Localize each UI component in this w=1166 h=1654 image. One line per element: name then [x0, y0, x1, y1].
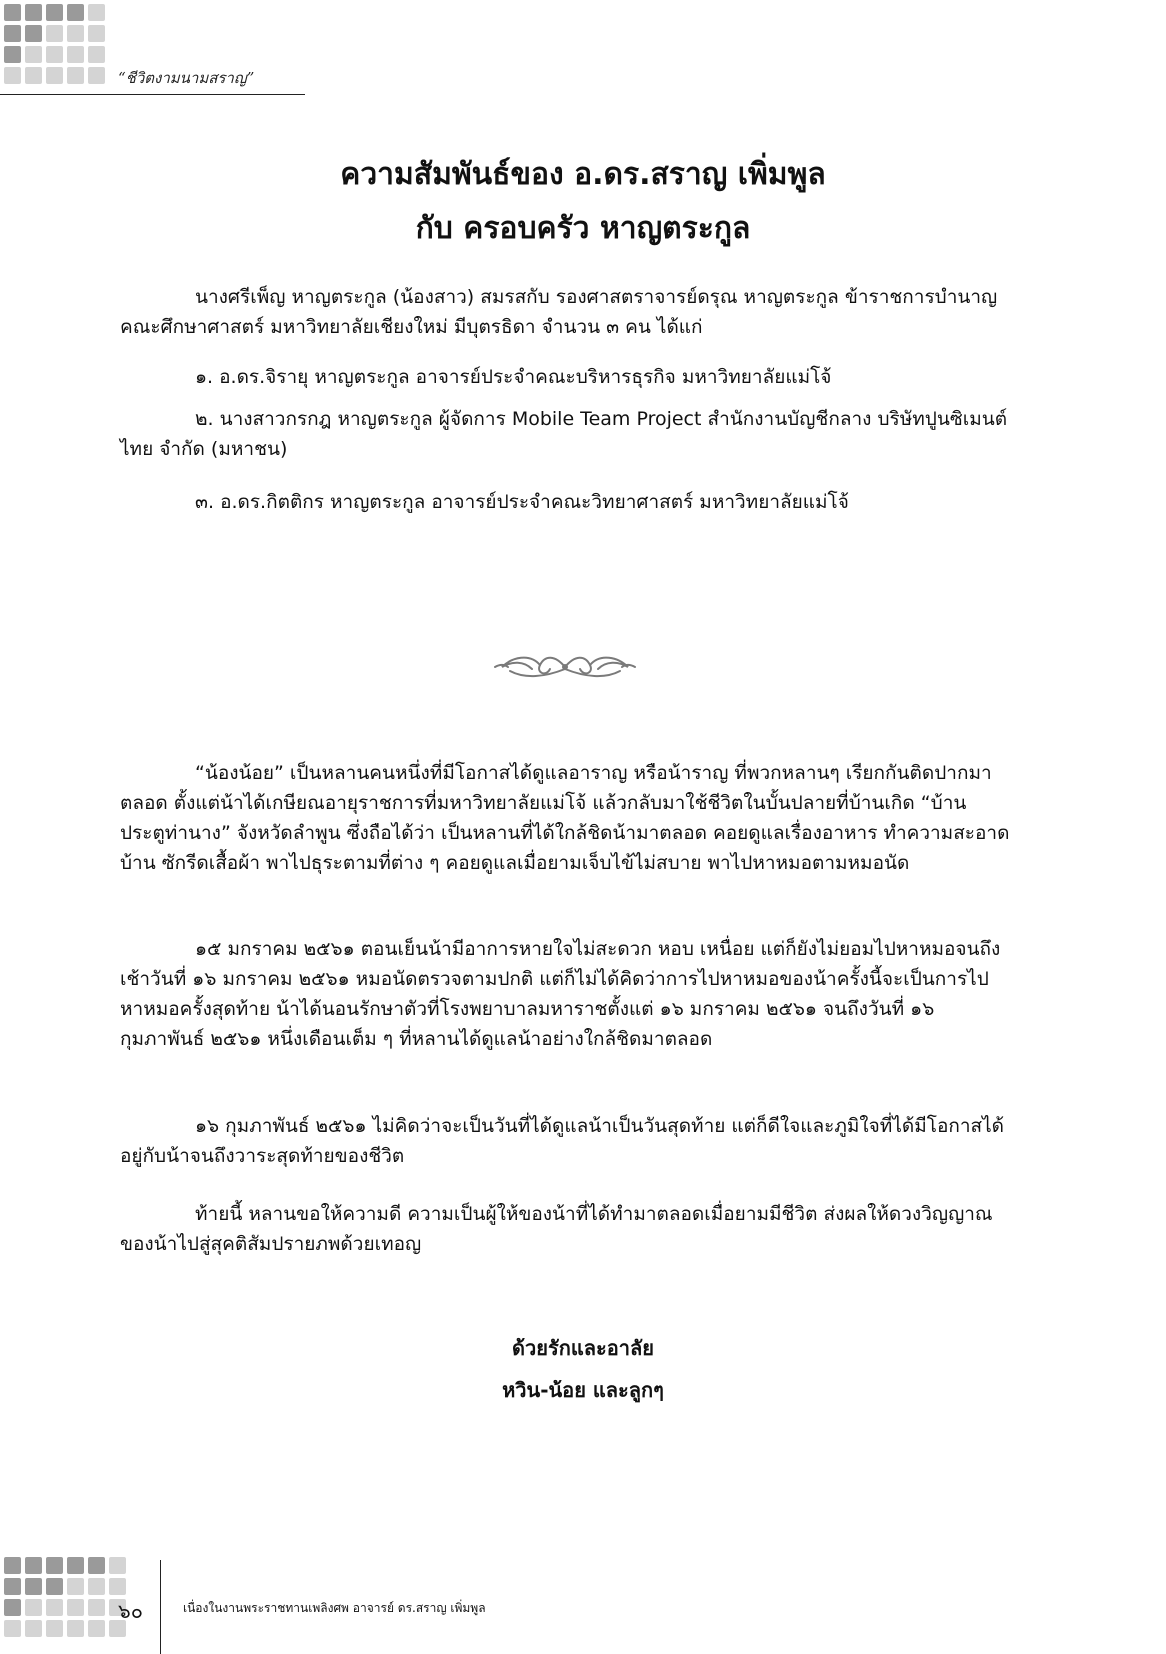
- page-title: [0, 148, 1166, 256]
- decor-tile: [67, 25, 84, 42]
- decor-tile: [25, 67, 42, 84]
- child-item-1: ๑. อ.ดร.จิรายุ หาญตระกูล อาจารย์ประจำคณะบริหารธุรกิจ มหาวิทยาลัยแม่โจ้: [195, 366, 832, 388]
- decor-tile: [67, 1620, 84, 1637]
- decor-tile: [25, 1599, 42, 1616]
- decor-tile: [67, 1599, 84, 1616]
- family-intro: นางศรีเพ็ญ หาญตระกูล (น้องสาว) สมรสกับ รองศาสตราจารย์ดรุณ หาญตระกูล ข้าราชการบำนาญ คณะศึกษาศาสตร์ มหาวิทยาลัยเชียงใหม่ มีบุตรธิดา จำนวน ๓ คน ได้แก่: [120, 286, 998, 338]
- decor-tile: [88, 1578, 105, 1595]
- decor-tile: [67, 67, 84, 84]
- decor-tile: [25, 1578, 42, 1595]
- footer-caption: เนื่องในงานพระราชทานเพลิงศพ อาจารย์ ดร.สราญ เพิ่มพูล: [183, 1601, 486, 1615]
- decor-tile: [4, 25, 21, 42]
- tribute-paragraph-2: ๑๕ มกราคม ๒๕๖๑ ตอนเย็นน้ามีอาการหายใจไม่สะดวก หอบ เหนื่อย แต่ก็ยังไม่ยอมไปหาหมอจนถึงเช้าวันที่ ๑๖ มกราคม ๒๕๖๑ หมอนัดตรวจตามปกติ แต่ก็ไม่ได้คิดว่าการไปหาหมอของน้าครั้งนี้จะเป็นการไปหาหมอครั้งสุดท้าย น้าได้นอนรักษาตัวที่โรงพยาบาลมหาราชตั้งแต่ ๑๖ มกราคม ๒๕๖๑ จนถึงวันที่ ๑๖ กุมภาพันธ์ ๒๕๖๑ หนึ่งเดือนเต็ม ๆ ที่หลานได้ดูแลน้าอย่างใกล้ชิดมาตลอด: [120, 938, 1001, 1050]
- decor-tile: [46, 25, 63, 42]
- decor-tile: [46, 67, 63, 84]
- decor-tile: [88, 25, 105, 42]
- tribute-paragraph-1: “น้องน้อย” เป็นหลานคนหนึ่งที่มีโอกาสได้ดูแลอาราญ หรือน้าราญ ที่พวกหลานๆ เรียกกันติดปากมาตลอด ตั้งแต่น้าได้เกษียณอายุราชการที่มหาวิทยาลัยแม่โจ้ แล้วกลับมาใช้ชีวิตในบั้นปลายที่บ้านเกิด “บ้านประตูท่านาง” จังหวัดลำพูน ซึ่งถือได้ว่า เป็นหลานที่ได้ใกล้ชิดน้ามาตลอด คอยดูแลเรื่องอาหาร ทำความสะอาดบ้าน ซักรีดเสื้อผ้า พาไปธุระตามที่ต่าง ๆ คอยดูแลเมื่อยามเจ็บไข้ไม่สบาย พาไปหาหมอตามหมอนัด: [120, 762, 1010, 874]
- decor-tile: [4, 46, 21, 63]
- decor-tile: [67, 1578, 84, 1595]
- decor-tile: [25, 1557, 42, 1574]
- footer-rule: [160, 1560, 161, 1654]
- decor-tile: [4, 1599, 21, 1616]
- decor-tile: [4, 4, 21, 21]
- decor-tile: [67, 46, 84, 63]
- page-number: ๖๐: [118, 1599, 143, 1623]
- decor-tile: [46, 4, 63, 21]
- decor-tile: [88, 46, 105, 63]
- decor-tile: [25, 1620, 42, 1637]
- decor-tile: [25, 46, 42, 63]
- decor-tile: [46, 46, 63, 63]
- decor-tile: [88, 67, 105, 84]
- decor-tile: [88, 1557, 105, 1574]
- title-line-1: ความสัมพันธ์ของ อ.ดร.สราญ เพิ่มพูล: [340, 157, 826, 192]
- decor-tile: [46, 1620, 63, 1637]
- header-rule: [0, 94, 305, 95]
- decor-tile: [25, 25, 42, 42]
- decor-tile: [25, 4, 42, 21]
- decor-tile: [67, 4, 84, 21]
- signature-line-1: ด้วยรักและอาลัย: [512, 1336, 654, 1360]
- decor-tile: [4, 1620, 21, 1637]
- decor-tile: [46, 1578, 63, 1595]
- decor-tile: [4, 1578, 21, 1595]
- signature-line-2: หวิน-น้อย และลูกๆ: [502, 1378, 664, 1402]
- child-item-2: ๒. นางสาวกรกฎ หาญตระกูล ผู้จัดการ Mobile Team Project สำนักงานบัญชีกลาง บริษัทปูนซิเมนต์ไทย จำกัด (มหาชน): [120, 408, 1008, 460]
- tribute-paragraph-3: ๑๖ กุมภาพันธ์ ๒๕๖๑ ไม่คิดว่าจะเป็นวันที่ได้ดูแลน้าเป็นวันสุดท้าย แต่ก็ดีใจและภูมิใจที่ได้มีโอกาสได้อยู่กับน้าจนถึงวาระสุดท้ายของชีวิต: [120, 1115, 1005, 1167]
- running-title: “ชีวิตงามนามสราญ”: [118, 69, 255, 87]
- header-tile-pattern: [0, 0, 120, 90]
- decor-tile: [109, 1557, 126, 1574]
- decor-tile: [88, 1599, 105, 1616]
- scroll-ornament-icon: [490, 647, 640, 687]
- title-line-2: กับ ครอบครัว หาญตระกูล: [415, 211, 751, 246]
- decor-tile: [46, 1599, 63, 1616]
- decor-tile: [109, 1578, 126, 1595]
- decor-tile: [46, 1557, 63, 1574]
- tribute-paragraph-4: ท้ายนี้ หลานขอให้ความดี ความเป็นผู้ให้ของน้าที่ได้ทำมาตลอดเมื่อยามมีชีวิต ส่งผลให้ดวงวิญญาณของน้าไปสู่สุคติสัมปรายภพด้วยเทอญ: [120, 1203, 993, 1255]
- decor-tile: [67, 1557, 84, 1574]
- decor-tile: [88, 4, 105, 21]
- child-item-3: ๓. อ.ดร.กิตติกร หาญตระกูล อาจารย์ประจำคณะวิทยาศาสตร์ มหาวิทยาลัยแม่โจ้: [195, 491, 849, 513]
- decor-tile: [88, 1620, 105, 1637]
- decor-tile: [4, 1557, 21, 1574]
- decor-tile: [4, 67, 21, 84]
